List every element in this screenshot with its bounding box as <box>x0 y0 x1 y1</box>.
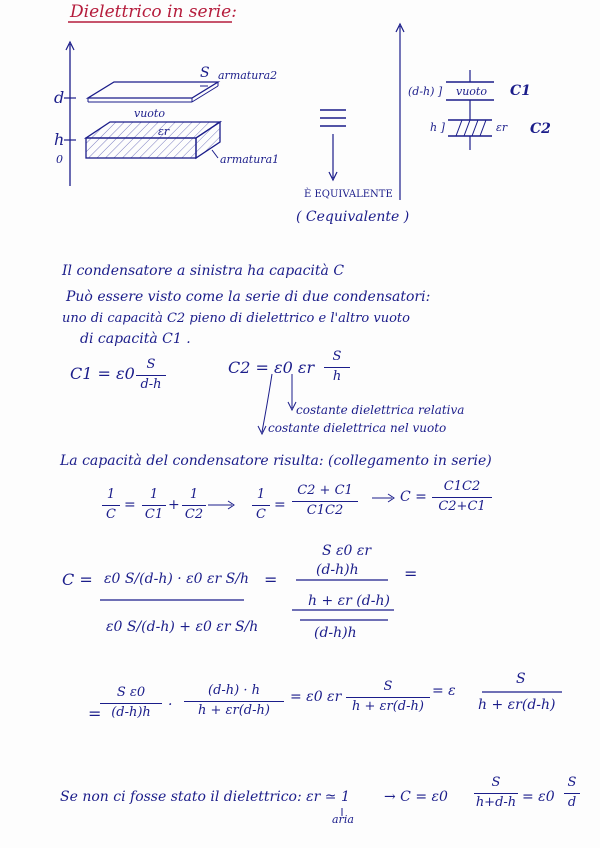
top-plate <box>88 82 218 98</box>
c2-fraction <box>324 350 350 385</box>
eq3-f4den: h + εr(d-h) <box>478 697 556 713</box>
eq2-lhs: C = <box>62 570 93 589</box>
eq1-plus: + <box>168 497 180 513</box>
eq3-lead-equals: = <box>88 704 102 723</box>
h-bracket-label: h ] <box>430 121 445 134</box>
c-equivalente-label: ( Cequivalente ) <box>296 209 410 225</box>
c2-num: S <box>332 349 342 364</box>
area-s-label: S <box>200 65 210 81</box>
text-line-2: Può essere visto come la serie di due condensatori: <box>66 289 431 305</box>
c2-label: C2 <box>530 121 551 137</box>
eq4-frac: S h+d-h <box>475 775 517 810</box>
armatura2-label: armatura2 <box>218 69 278 82</box>
eq2-bottom: ε0 S/(d-h) + ε0 εr S/h <box>106 619 259 635</box>
eq1-frac-1c1: 1 C1 <box>142 488 166 523</box>
eq4-aria: aria <box>332 813 354 826</box>
eq1-frac-sum: C2 + C1 C1C2 <box>292 484 358 519</box>
eq2-rbot: h + εr (d-h) <box>308 593 390 609</box>
eq2-tail: = <box>404 564 418 583</box>
eq1-equals: = <box>124 497 136 513</box>
eq4-equals: = ε0 <box>522 789 555 805</box>
c1-label: C1 <box>510 83 531 99</box>
eq1-frac-1c: 1 C <box>102 488 120 523</box>
eq3-frac-2: (d-h) · h h + εr(d-h) <box>184 684 284 719</box>
eq1-frac-1c-b: 1 C <box>252 488 270 523</box>
equivalent-label: È EQUIVALENTE <box>304 189 393 200</box>
eq1-equals-b: = <box>274 497 286 513</box>
eq3-f4num: S <box>516 671 526 687</box>
eq4-arrow: → C = ε0 <box>384 789 448 805</box>
eq4-text: Se non ci fosse stato il dielettrico: εr ≃ 1 <box>60 789 350 805</box>
armatura1-label: armatura1 <box>220 153 280 166</box>
c2-formula-lhs: C2 = ε0 εr <box>228 358 315 377</box>
eq3-frac-3: S h + εr(d-h) <box>346 680 430 715</box>
eq2-rtop: S ε0 εr <box>322 543 372 559</box>
eq1-result-lhs: C = <box>400 489 427 505</box>
eq1-frac-1c2: 1 C2 <box>182 488 206 523</box>
text-line-3: uno di capacità C2 pieno di dielettrico e l'altro vuoto <box>62 311 410 326</box>
c1-num: S <box>146 357 156 372</box>
text-line-1: Il condensatore a sinistra ha capacità C <box>62 263 345 279</box>
eps-r-right-label: εr <box>496 121 508 134</box>
axis-d-label: d <box>54 88 65 107</box>
note-vacuum-constant: costante dielettrica nel vuoto <box>268 421 447 435</box>
c1-den: d-h <box>140 376 162 392</box>
eq2-equals: = <box>264 570 278 589</box>
c2-den: h <box>332 368 342 384</box>
vuoto-left-label: vuoto <box>134 107 165 120</box>
eq3-equals: = ε0 εr <box>290 689 342 705</box>
eq3-equals-eps: = ε <box>432 683 456 699</box>
eq4-frac-2: S d <box>564 776 580 811</box>
eq3-frac-1: S ε0 (d-h)h <box>100 686 162 721</box>
eq2-rtop2: (d-h)h <box>316 562 359 578</box>
c1-fraction <box>136 358 166 393</box>
eq1-result-frac: C1C2 C2+C1 <box>432 480 492 515</box>
eps-r-left-label: εr <box>158 125 170 138</box>
eq2-rbot2: (d-h)h <box>314 625 357 641</box>
axis-h-label: h <box>54 130 65 149</box>
vuoto-right-label: vuoto <box>456 85 487 98</box>
dielectric-front <box>86 138 196 158</box>
axis-zero-label: 0 <box>56 153 63 166</box>
eq2-top: ε0 S/(d-h) · ε0 εr S/h <box>104 571 250 587</box>
dh-bracket-label: (d-h) ] <box>408 85 443 98</box>
page-title: Dielettrico in serie: <box>70 2 237 22</box>
eq3-dot: · <box>168 697 173 713</box>
text-line-4: di capacità C1 . <box>80 331 191 347</box>
note-relative-constant: costante dielettrica relativa <box>296 403 465 417</box>
c1-formula-lhs: C1 = ε0 <box>70 364 135 383</box>
series-line: La capacità del condensatore risulta: (collegamento in serie) <box>60 453 492 469</box>
